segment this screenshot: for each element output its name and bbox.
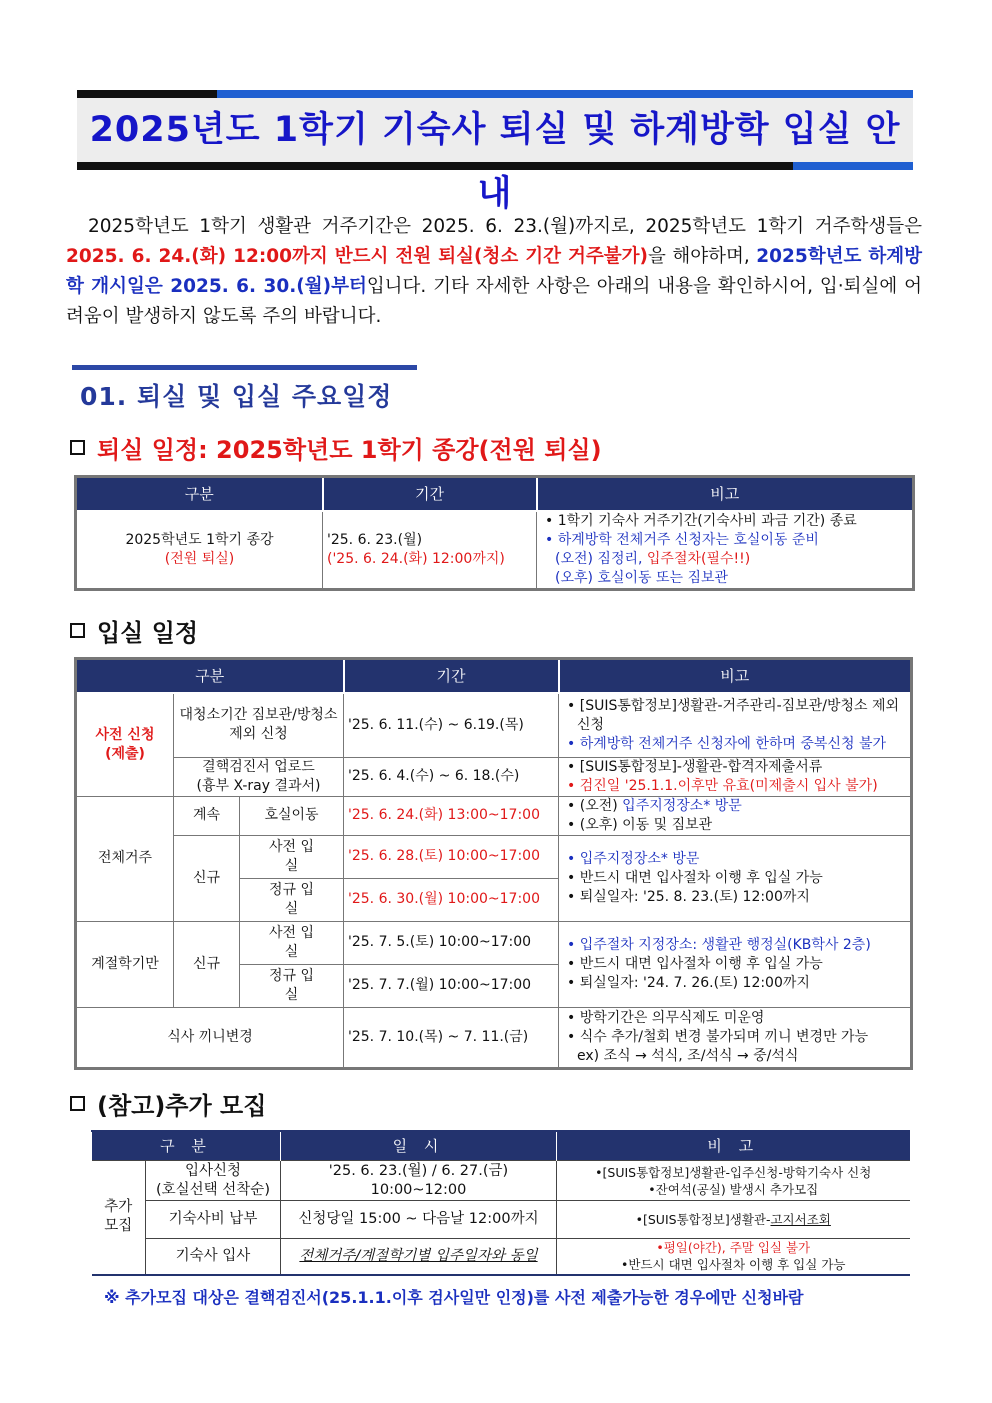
type-cell: 계속 bbox=[174, 796, 240, 835]
pre-application-label bbox=[76, 693, 174, 796]
type-cell: 신규 bbox=[174, 835, 240, 921]
cell-text: (오전) bbox=[579, 797, 623, 814]
extra-label: 추가 모집 bbox=[92, 1161, 146, 1275]
list-item bbox=[545, 569, 908, 588]
title-top-bar bbox=[77, 90, 913, 98]
checkbox-square-icon bbox=[70, 440, 85, 455]
cell-text: 결핵검진서 업로드 bbox=[202, 758, 315, 775]
list-item: • 퇴실일자: '24. 7. 26.(토) 12:00까지 bbox=[567, 974, 810, 991]
table-row bbox=[76, 835, 912, 878]
col-header: 구 분 bbox=[92, 1131, 281, 1161]
cell-text: •평일(야간), 주말 입실 불가 bbox=[656, 1240, 811, 1256]
intro-text-5: 입니다. 기타 자세한 사항은 아래의 내용을 확인하시어, 입·퇴실에 어려움이 발생하지 않도록 주의 바랍니다. bbox=[66, 276, 922, 327]
extra-table bbox=[91, 1130, 910, 1276]
cell-text: 입사신청 bbox=[184, 1162, 242, 1179]
cell-text: 하계방학 전체거주 신청자에 한하며 중복신청 불가 bbox=[579, 735, 886, 752]
cell-text: 식수 추가/철회 변경 불가되며 끼니 변경만 가능 bbox=[579, 1028, 869, 1045]
col-header: 기간 bbox=[344, 659, 559, 694]
cell-text: (호실선택 선착순) bbox=[156, 1181, 270, 1198]
table-row bbox=[76, 1007, 912, 1068]
cell-text: '25. 6. 23.(월) / 6. 27.(금) bbox=[328, 1162, 509, 1179]
list-item: • 1학기 기숙사 거주기간(기숙사비 과금 기간) 종료 bbox=[545, 513, 857, 529]
list-item: • (오전) 입주지정장소* 방문 bbox=[567, 797, 742, 814]
cell-text: ('25. 6. 24.(화) 12:00까지) bbox=[327, 551, 505, 567]
list-item: • 식수 추가/철회 변경 불가되며 끼니 변경만 가능 bbox=[567, 1028, 869, 1045]
col-header: 구분 bbox=[76, 659, 344, 694]
season-only-label: 계절학기만 bbox=[76, 921, 174, 1007]
cell-text: 검진일 '25.1.1.이후만 유효(미제출시 입사 불가) bbox=[579, 777, 878, 794]
note-cell bbox=[559, 693, 912, 757]
list-item bbox=[567, 1047, 906, 1066]
checkout-heading bbox=[70, 430, 602, 465]
cell-text: •반드시 대면 입사절차 이행 후 입실 가능 bbox=[621, 1257, 846, 1273]
cell-text: 고지서조회 bbox=[770, 1212, 831, 1227]
period-cell bbox=[323, 511, 537, 590]
checkbox-square-icon bbox=[70, 623, 85, 638]
cell-text: •[SUIS통합정보]생활관-입주신청-방학기숙사 신청 bbox=[595, 1164, 872, 1180]
category-cell bbox=[76, 511, 323, 590]
footnote: ※ 추가모집 대상은 결핵검진서(25.1.1.이후 검사일만 인정)를 사전 제출가능한 경우에만 신청바람 bbox=[104, 1288, 804, 1307]
period-cell: '25. 7. 5.(토) 10:00~17:00 bbox=[344, 921, 559, 964]
list-item: • [SUIS통합정보]-생활관-합격자제출서류 bbox=[567, 758, 823, 775]
cell-text: 10:00~12:00 bbox=[370, 1181, 467, 1198]
col-header: 기간 bbox=[323, 477, 537, 512]
list-item: • (오후) 이동 및 짐보관 bbox=[567, 816, 713, 833]
period-cell: '25. 6. 30.(월) 10:00~17:00 bbox=[344, 878, 559, 921]
cell-text: '25. 6. 23.(월) bbox=[327, 532, 423, 548]
checkin-table bbox=[74, 657, 913, 1070]
period-cell: '25. 6. 11.(수) ~ 6.19.(목) bbox=[344, 693, 559, 757]
note-cell bbox=[557, 1239, 910, 1275]
cell-text: 입주절차 지정장소: 생활관 행정실(KB학사 2층) bbox=[579, 936, 871, 953]
item-cell bbox=[146, 1161, 281, 1201]
item-cell bbox=[174, 757, 344, 796]
table-row bbox=[92, 1161, 910, 1201]
extra-heading bbox=[70, 1086, 266, 1121]
sub-type-cell: 정규 입실 bbox=[240, 964, 344, 1007]
checkout-table bbox=[74, 475, 915, 591]
cell-text: (전원 퇴실) bbox=[164, 551, 235, 567]
cell-text: 방학기간은 의무식제도 미운영 bbox=[579, 1009, 765, 1026]
cell-text: •잔여석(공실) 발생시 추가모집 bbox=[648, 1181, 819, 1197]
intro-paragraph bbox=[66, 212, 922, 332]
sub-type-cell: 호실이동 bbox=[240, 796, 344, 835]
list-item: • [SUIS통합정보]생활관-거주관리-짐보관/방청소 제외 신청 bbox=[567, 697, 900, 733]
cell-text: 입주지정장소* 방문 bbox=[622, 797, 742, 814]
note-cell bbox=[559, 796, 912, 835]
page-title: 2025년도 1학기 기숙사 퇴실 및 하계방학 입실 안내 bbox=[89, 110, 901, 214]
extra-heading-text: (참고)추가 모집 bbox=[97, 1092, 267, 1120]
cell-text: 퇴실일자: '25. 8. 23.(토) 12:00까지 bbox=[579, 888, 810, 905]
cell-text: [SUIS통합정보]-생활관-합격자제출서류 bbox=[579, 758, 823, 775]
table-row bbox=[76, 693, 912, 757]
cell-text: [SUIS통합정보]생활관-거주관리-짐보관/방청소 제외 신청 bbox=[577, 697, 900, 733]
checkout-heading-text: 퇴실 일정: 2025학년도 1학기 종강(전원 퇴실) bbox=[97, 436, 602, 464]
note-cell bbox=[559, 835, 912, 921]
cell-text: (오후) 이동 및 짐보관 bbox=[579, 816, 713, 833]
cell-text: 사전 신청 bbox=[95, 726, 155, 743]
item-cell: 기숙사 입사 bbox=[146, 1239, 281, 1275]
title-bottom-bar bbox=[77, 162, 913, 170]
sub-type-cell: 정규 입실 bbox=[240, 878, 344, 921]
list-item: • 반드시 대면 입사절차 이행 후 입실 가능 bbox=[567, 869, 823, 886]
cell-text: 반드시 대면 입사절차 이행 후 입실 가능 bbox=[579, 869, 823, 886]
period-cell: 전체거주/계절학기별 입주일자와 동일 bbox=[281, 1239, 557, 1275]
sub-type-cell: 사전 입실 bbox=[240, 835, 344, 878]
note-cell bbox=[559, 1007, 912, 1068]
note-cell bbox=[557, 1201, 910, 1239]
cell-text: 2025학년도 1학기 종강 bbox=[125, 532, 274, 548]
intro-text-checkout-deadline: 2025. 6. 24.(화) 12:00까지 반드시 전원 퇴실(청소 기간 거주불가) bbox=[66, 246, 648, 267]
checkin-heading-text: 입실 일정 bbox=[97, 619, 199, 647]
section-divider bbox=[72, 365, 417, 370]
col-header: 일 시 bbox=[281, 1131, 557, 1161]
col-header: 구분 bbox=[76, 477, 323, 512]
table-row bbox=[92, 1201, 910, 1239]
note-cell bbox=[557, 1161, 910, 1201]
note-cell bbox=[559, 921, 912, 1007]
sub-type-cell: 사전 입실 bbox=[240, 921, 344, 964]
intro-text-3: 을 해야하며, bbox=[648, 246, 757, 267]
title-banner bbox=[77, 90, 913, 214]
table-row bbox=[76, 796, 912, 835]
item-cell: 대청소기간 짐보관/방청소제외 신청 bbox=[174, 693, 344, 757]
intro-text-1: 2025학년도 1학기 생활관 거주기간은 2025. 6. 23.(월)까지로, 2025학년도 1학기 거주학생들은 bbox=[88, 216, 922, 237]
list-item: • 방학기간은 의무식제도 미운영 bbox=[567, 1009, 765, 1026]
item-cell: 식사 끼니변경 bbox=[76, 1007, 344, 1068]
item-cell: 기숙사비 납부 bbox=[146, 1201, 281, 1239]
period-cell bbox=[281, 1161, 557, 1201]
list-item: • 입주지정장소* 방문 bbox=[567, 850, 700, 867]
table-row bbox=[76, 511, 914, 590]
cell-text: 1학기 기숙사 거주기간(기숙사비 과금 기간) 종료 bbox=[557, 513, 857, 529]
period-cell: '25. 7. 10.(목) ~ 7. 11.(금) bbox=[344, 1007, 559, 1068]
table-row bbox=[92, 1239, 910, 1275]
cell-text: 입주지정장소* 방문 bbox=[579, 850, 700, 867]
list-item: • 반드시 대면 입사절차 이행 후 입실 가능 bbox=[567, 955, 823, 972]
section-title: 01. 퇴실 및 입실 주요일정 bbox=[80, 382, 393, 411]
col-header: 비 고 bbox=[557, 1131, 910, 1161]
cell-text: (오전) 짐정리, bbox=[555, 551, 647, 567]
period-cell: '25. 6. 28.(토) 10:00~17:00 bbox=[344, 835, 559, 878]
col-header: 비고 bbox=[537, 477, 914, 512]
full-stay-label: 전체거주 bbox=[76, 796, 174, 921]
list-item: • 하계방학 전체거주 신청자는 호실이동 준비 bbox=[545, 532, 819, 548]
cell-text: •[SUIS통합정보]생활관- bbox=[635, 1212, 771, 1227]
type-cell: 신규 bbox=[174, 921, 240, 1007]
cell-text: (제출) bbox=[105, 745, 145, 762]
cell-text: (흉부 X-ray 결과서) bbox=[196, 777, 321, 794]
cell-text: 반드시 대면 입사절차 이행 후 입실 가능 bbox=[579, 955, 823, 972]
cell-text: 입주절차(필수!!) bbox=[646, 551, 751, 567]
note-cell bbox=[537, 511, 914, 590]
period-cell: '25. 6. 4.(수) ~ 6. 18.(수) bbox=[344, 757, 559, 796]
list-item: • 입주절차 지정장소: 생활관 행정실(KB학사 2층) bbox=[567, 936, 871, 953]
period-cell: '25. 6. 24.(화) 13:00~17:00 bbox=[344, 796, 559, 835]
list-item: • 하계방학 전체거주 신청자에 한하며 중복신청 불가 bbox=[567, 735, 886, 752]
list-item: • 검진일 '25.1.1.이후만 유효(미제출시 입사 불가) bbox=[567, 777, 878, 794]
checkin-heading bbox=[70, 613, 198, 648]
checkbox-square-icon bbox=[70, 1096, 85, 1111]
intro-text-vacation-start: 2025학년도 하계방학 개시일은 2025. 6. 30.(월)부터 bbox=[66, 246, 923, 297]
list-item: • 퇴실일자: '25. 8. 23.(토) 12:00까지 bbox=[567, 888, 810, 905]
cell-text: (오후) 호실이동 또는 짐보관 bbox=[555, 570, 729, 586]
period-cell: '25. 7. 7.(월) 10:00~17:00 bbox=[344, 964, 559, 1007]
table-row bbox=[76, 757, 912, 796]
cell-text: ex) 조식 → 석식, 조/석식 → 중/석식 bbox=[577, 1047, 799, 1064]
list-item bbox=[545, 550, 908, 569]
cell-text: 퇴실일자: '24. 7. 26.(토) 12:00까지 bbox=[579, 974, 810, 991]
col-header: 비고 bbox=[559, 659, 912, 694]
period-cell: 신청당일 15:00 ~ 다음날 12:00까지 bbox=[281, 1201, 557, 1239]
table-row bbox=[76, 921, 912, 964]
note-cell bbox=[559, 757, 912, 796]
cell-text: 하계방학 전체거주 신청자는 호실이동 준비 bbox=[557, 532, 819, 548]
